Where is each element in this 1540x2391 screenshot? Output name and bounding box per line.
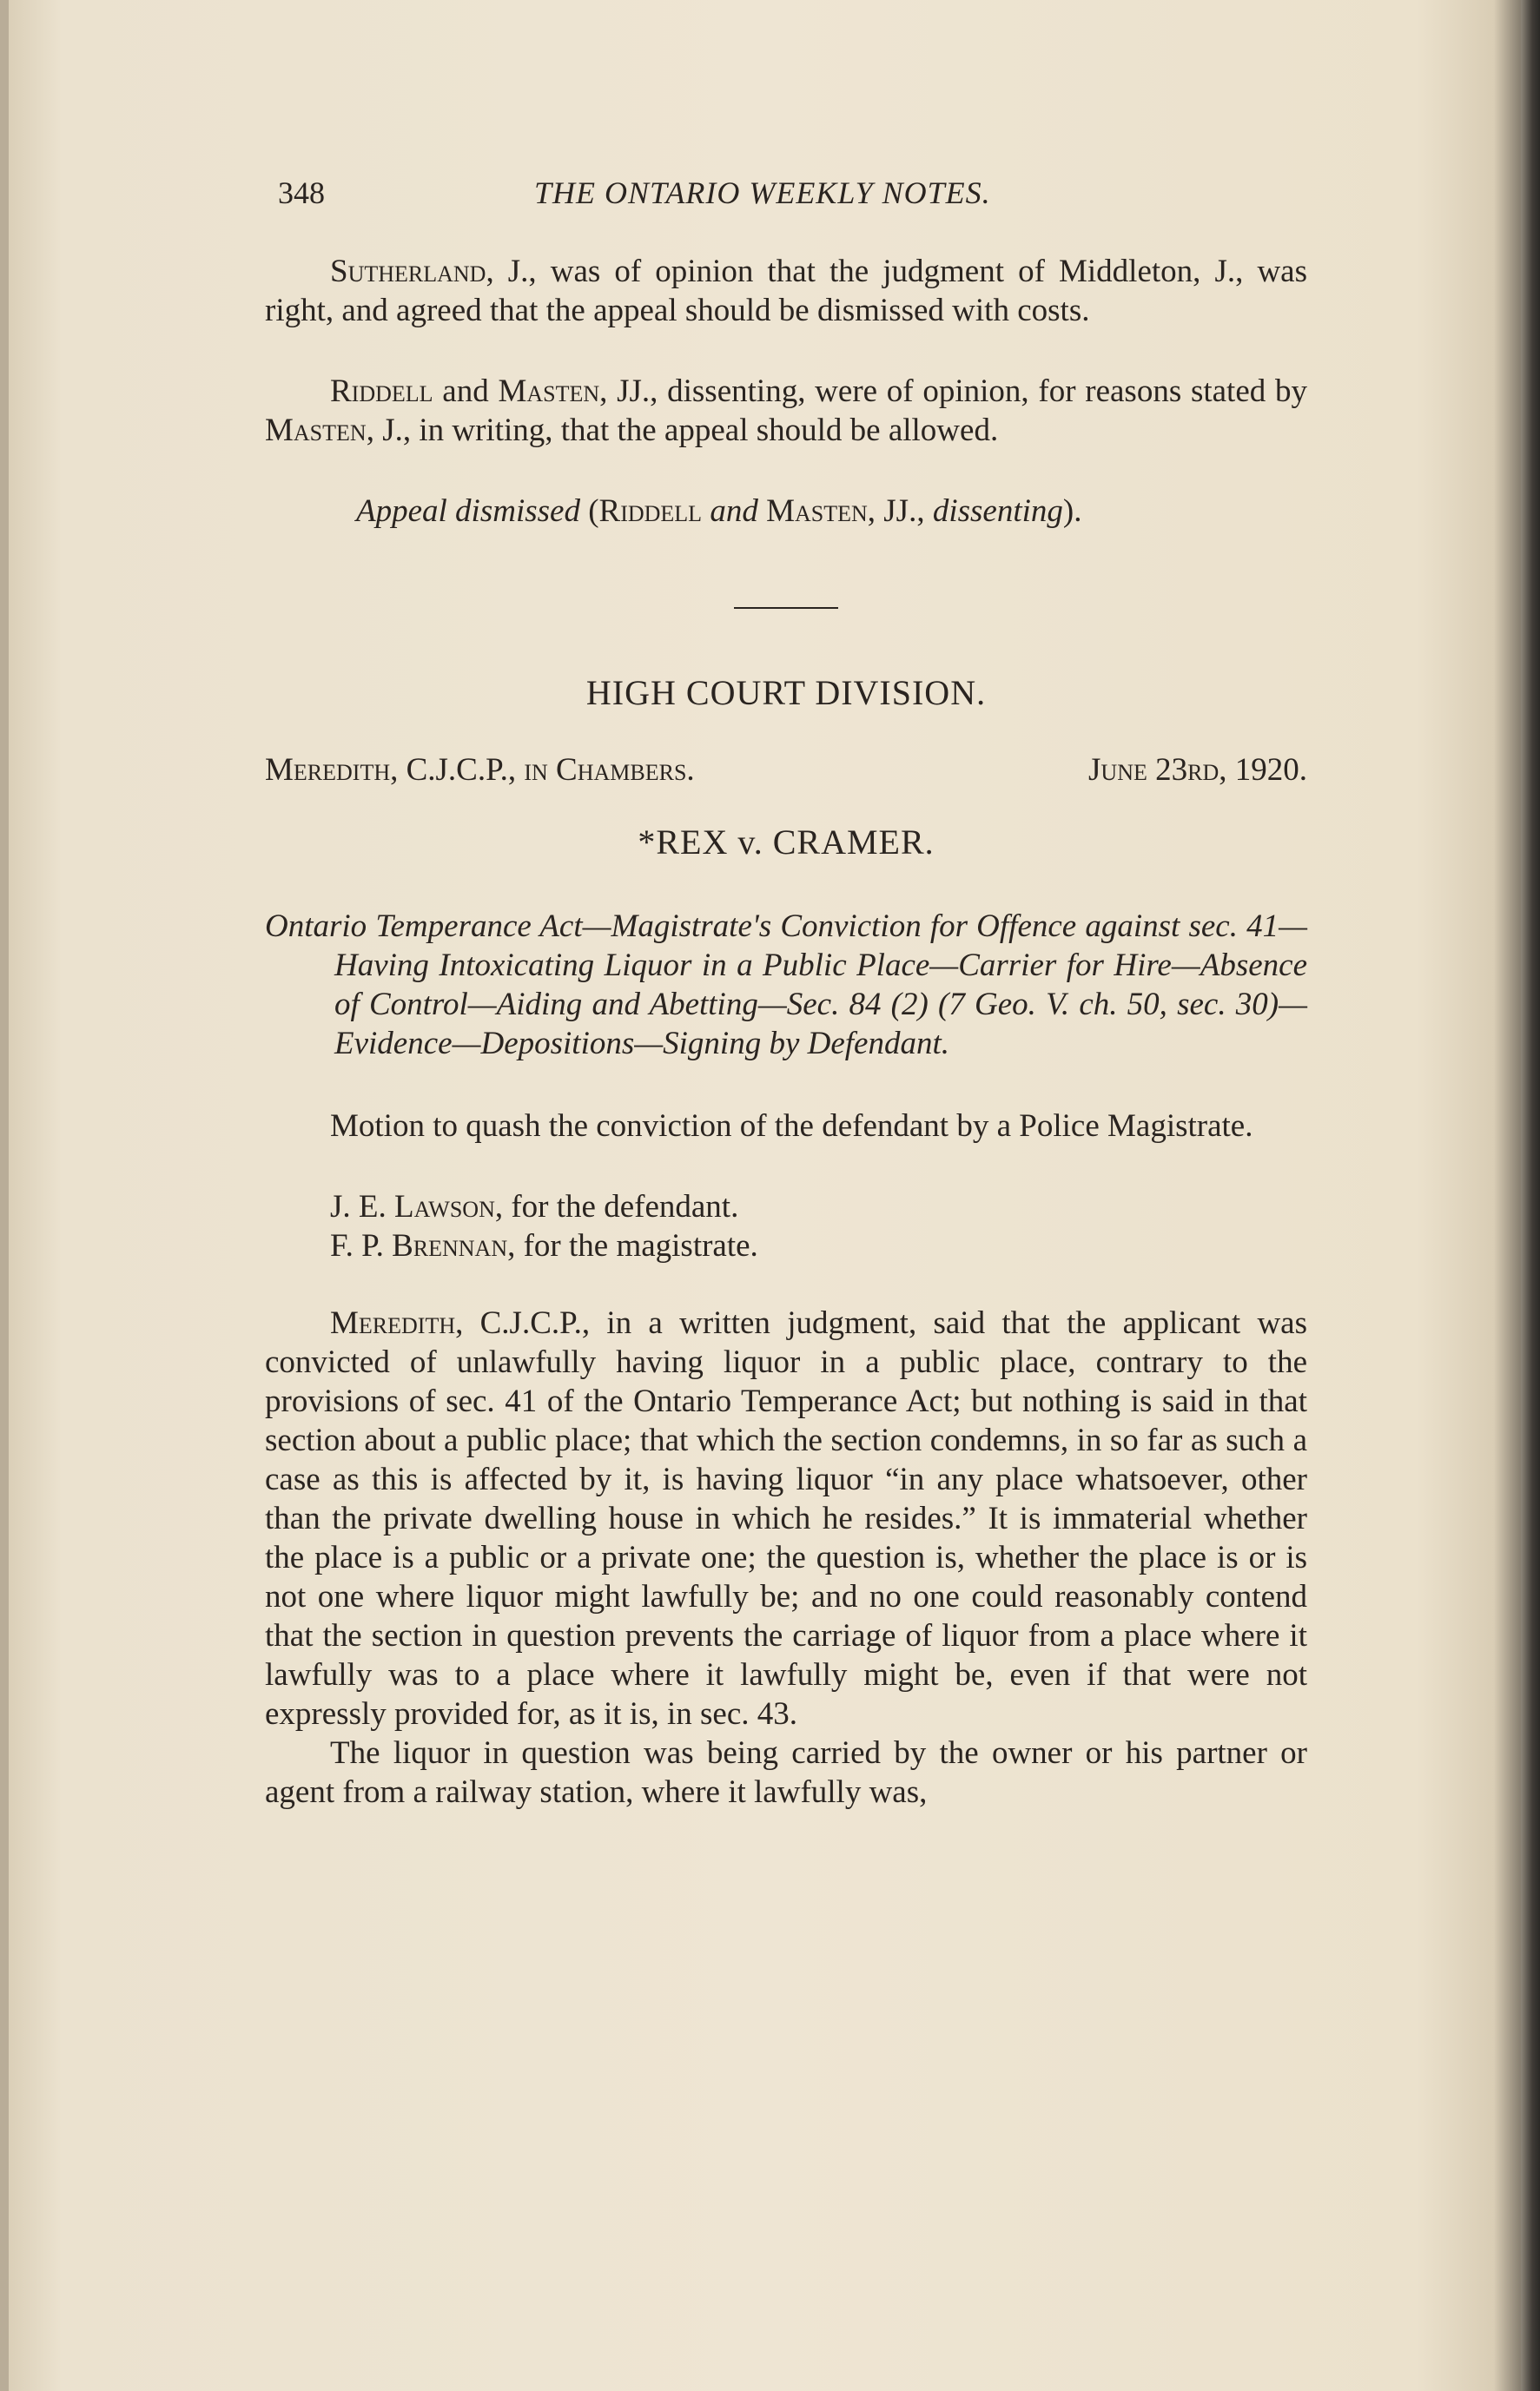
- headnote: Ontario Temperance Act—Magistrate's Conviction for Offence against sec. 41—Having Intoxicating Liquor in a Public Place—Carrier for Hire—Absence of Control—Aiding and Abetting—Sec. 84 (2) (7 Geo. V. ch. 50, sec. 30)—Evidence—Depositions—Signing by Defendant.: [265, 908, 1307, 1061]
- text-fragment: and: [702, 493, 767, 529]
- result-line: [265, 492, 1307, 531]
- page-content: [265, 174, 1307, 1812]
- book-binding-edge: [1521, 0, 1540, 2391]
- judge-name: Masten: [265, 413, 367, 448]
- opinion-text: , J., was of opinion that the judgment of Middleton, J., was right, and agreed that the appeal should be dismissed with costs.: [265, 254, 1307, 328]
- judge-name: Masten: [498, 373, 600, 409]
- text-fragment: and: [433, 373, 499, 409]
- text-fragment: ).: [1062, 493, 1082, 529]
- judgment-paragraph: [265, 1304, 1307, 1734]
- counsel-initials: F. P.: [330, 1228, 393, 1264]
- text-fragment: (: [579, 493, 599, 529]
- judge-name: Masten: [766, 493, 868, 529]
- opinion-text: , JJ., dissenting, were of opinion, for reasons stated by: [599, 373, 1307, 409]
- judge-name: Sutherland: [330, 254, 486, 289]
- case-title: *REX v. CRAMER.: [638, 822, 935, 862]
- motion-text: Motion to quash the conviction of the defendant by a Police Magistrate.: [330, 1108, 1253, 1144]
- page-number: 348: [278, 175, 325, 210]
- bench-line: [265, 750, 1307, 789]
- journal-title: THE ONTARIO WEEKLY NOTES.: [534, 175, 991, 210]
- date-month: June: [1088, 752, 1147, 788]
- counsel-entry: [330, 1187, 1307, 1226]
- judge-name: Riddell: [330, 373, 433, 409]
- date-year: , 1920.: [1219, 752, 1307, 788]
- division-heading: HIGH COURT DIVISION.: [585, 673, 987, 712]
- counsel-role: , for the magistrate.: [507, 1228, 758, 1264]
- counsel-role: , for the defendant.: [494, 1189, 739, 1225]
- counsel-name: Brennan: [392, 1228, 508, 1264]
- result-dissent: dissenting: [932, 493, 1063, 529]
- result-lead: Appeal dismissed: [356, 493, 580, 529]
- bench-judge: [265, 750, 695, 789]
- judgment-text: , C.J.C.P., in a written judgment, said that the applicant was convicted of unlawfully having liquor in a public place, contrary to the provisions of sec. 41 of the Ontario Temperance Act; but nothing is said in that section about a public place; that which the section condemns, in so far as such a case as this is affected by it, is having liquor “in any place whatsoever, other than the private dwelling house in which he resides.” It is immaterial whether the place is a public or a private one; the question is, whether the place is or is not one where liquor might lawfully be; and no one could reasonably contend that the section in question prevents the carriage of liquor from a place where it lawfully was to a place where it lawfully might be, even if that were not expressly provided for, as it is, in sec. 43.: [265, 1305, 1307, 1732]
- chambers-label: in Chambers: [524, 752, 687, 788]
- page-left-edge: [0, 0, 9, 2391]
- judgment-continuation: The liquor in question was being carried by the owner or his partner or agent from a railway station, where it lawfully was,: [265, 1735, 1307, 1810]
- text-fragment: .: [686, 752, 695, 788]
- judge-name: Riddell: [598, 493, 703, 529]
- counsel-list: [265, 1187, 1307, 1265]
- opinion-dissent: [265, 372, 1307, 450]
- counsel-entry: [330, 1226, 1307, 1265]
- date-day: 23rd: [1147, 752, 1219, 788]
- running-header: [265, 174, 1307, 217]
- text-fragment: , C.J.C.P.,: [390, 752, 525, 788]
- judgment-date: [1088, 750, 1307, 789]
- opinion-sutherland: [265, 252, 1307, 330]
- judge-name: Meredith: [330, 1305, 456, 1341]
- opinion-text: , J., in writing, that the appeal should be allowed.: [366, 413, 999, 448]
- section-divider: [734, 607, 838, 609]
- judge-name: Meredith: [265, 752, 391, 788]
- text-fragment: , JJ.,: [867, 493, 933, 529]
- counsel-initials: J. E.: [330, 1189, 394, 1225]
- counsel-name: Lawson: [394, 1189, 495, 1225]
